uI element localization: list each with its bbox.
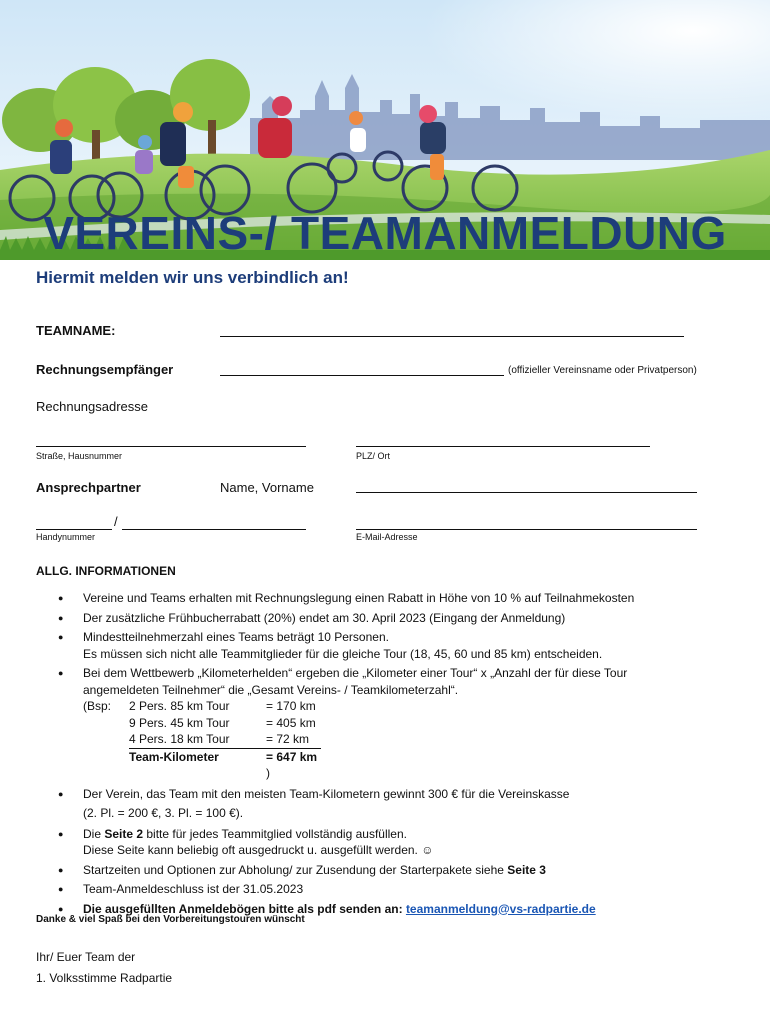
billing-recipient-note: (offizieller Vereinsname oder Privatperson) (508, 365, 697, 376)
email-field[interactable] (356, 529, 697, 530)
kilometer-example: (Bsp: 2 Pers. 85 km Tour = 170 km 9 Pers. 45 km Tour = 405 km 4 Pers. 18 km Tour = 72 km Team-Kilometer = 647 km ) (83, 698, 736, 782)
list-item: ● Die ausgefüllten Anmeldebögen bitte als pdf senden an: teamanmeldung@vs-radpartie.de (36, 901, 736, 918)
phone-number-field[interactable] (122, 529, 306, 530)
list-item: ● Der zusätzliche Frühbucherrabatt (20%) endet am 30. April 2023 (Eingang der Anmeldung) (36, 610, 736, 627)
billing-address-label: Rechnungsadresse (36, 399, 149, 414)
billing-recipient-field[interactable] (220, 375, 504, 376)
city-field[interactable] (356, 446, 650, 447)
contact-name-field[interactable] (356, 492, 697, 493)
header-banner (0, 0, 770, 260)
email-caption: E-Mail-Adresse (356, 532, 418, 542)
list-item: ● Der Verein, das Team mit den meisten Team-Kilometern gewinnt 300 € für die Vereinskasse (2. Pl. = 200 €, 3. Pl. = 100 €). (36, 785, 736, 823)
info-heading: ALLG. INFORMATIONEN (36, 564, 176, 578)
info-list (36, 590, 736, 920)
subtitle: Hiermit melden wir uns verbindlich an! (36, 268, 349, 287)
signature-line-2: 1. Volksstimme Radpartie (36, 971, 173, 985)
contact-name-label: Name, Vorname (220, 480, 314, 495)
page-title: VEREINS-/ TEAMANMELDUNG (43, 207, 727, 259)
street-caption: Straße, Hausnummer (36, 451, 123, 461)
phone-separator: / (114, 514, 118, 529)
list-item: ● Startzeiten und Optionen zur Abholung/ zur Zusendung der Starterpakete siehe Seite 3 (36, 862, 736, 879)
signature-line-1: Ihr/ Euer Team der (36, 950, 136, 964)
list-item: ● Vereine und Teams erhalten mit Rechnungslegung einen Rabatt in Höhe von 10 % auf Teilnahmekosten (36, 590, 736, 607)
email-link[interactable]: teamanmeldung@vs-radpartie.de (405, 901, 596, 916)
list-item: ● Mindestteilnehmerzahl eines Teams beträgt 10 Personen. Es müssen sich nicht alle Teammitglieder für die gleiche Tour (18, 45, 60 und 85 km) entscheiden. (36, 629, 736, 662)
phone-caption: Handynummer (36, 532, 96, 542)
contact-person-label: Ansprechpartner (36, 480, 141, 495)
list-item: ● Die Seite 2 bitte für jedes Teammitglied vollständig ausfüllen. Diese Seite kann beliebig oft ausgedruckt u. ausgefüllt werden. ☺ (36, 826, 736, 859)
list-item: ● Bei dem Wettbewerb „Kilometerhelden“ ergeben die „Kilometer einer Tour“ x „Anzahl der für diese Tour angemeldeten Teilnehmer“ die „Gesamt Vereins- / Teamkilometerzahl“. (Bsp: 2 Pers. 85 km Tour = 170 km 9 Pers. 45 km Tour = 405 km 4 Pers. 18 km Tour = 72 km Team-Kilometer = 647 km ) (36, 665, 736, 782)
city-caption: PLZ/ Ort (356, 451, 391, 461)
billing-recipient-label: Rechnungsempfänger (36, 362, 174, 377)
street-field[interactable] (36, 446, 306, 447)
teamname-field[interactable] (220, 336, 684, 337)
thanks-text: Danke & viel Spaß bei den Vorbereitungstouren wünscht (36, 914, 305, 925)
list-item: ● Team-Anmeldeschluss ist der 31.05.2023 (36, 881, 736, 898)
teamname-label: TEAMNAME: (36, 323, 116, 338)
phone-prefix-field[interactable] (36, 529, 112, 530)
